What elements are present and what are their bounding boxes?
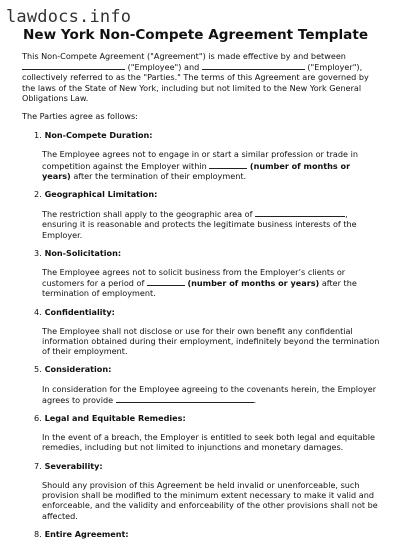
document-body [22,51,380,548]
intro-text-continued: collectively referred to as the "Parties." The terms of this Agreement are governed by the laws of the State of New York, including but not limited to the New York General Obligations Law. [22,72,369,103]
section-title: Entire Agreement: [44,528,129,539]
employee-name-blank [22,61,125,70]
section-number: 3. [34,247,42,258]
section-text-bold: (number of months or years) [42,160,351,181]
section-severability [34,461,380,521]
employer-name-blank [202,61,305,70]
section-heading [34,413,380,423]
section-title: Confidentiality: [44,306,115,317]
employee-label: ("Employee") and [127,62,200,73]
consideration-blank [116,394,254,403]
section-title: Non-Solicitation: [44,247,122,258]
section-text [42,208,380,240]
section-non-solicitation [34,248,380,299]
section-text-part: The Employee agrees not to engage in or start a similar profession or trade in competition against the Employer within [42,149,358,171]
section-heading [34,461,380,471]
section-number: 1. [34,130,42,141]
section-number: 2. [34,189,42,200]
section-number: 5. [34,364,42,375]
section-title: Non-Compete Duration: [44,130,153,141]
section-title: Severability: [44,460,103,471]
section-number: 4. [34,306,42,317]
section-confidentiality [34,307,380,357]
section-heading [34,364,380,374]
section-non-compete-duration [34,130,380,181]
section-heading [34,189,380,199]
section-number: 7. [34,460,42,471]
section-title: Legal and Equitable Remedies: [44,413,186,424]
section-text [42,267,380,299]
site-watermark: lawdocs.info [6,7,132,27]
employer-label: ("Employer"), [307,62,363,73]
section-text: The Employee shall not disclose or use for their own benefit any confidential information obtained during their employment, indefinitely beyond the termination of their employment. [42,325,380,357]
section-heading [34,248,380,258]
intro-paragraph [22,51,380,103]
section-text-part: . [253,394,257,405]
section-number: 8. [34,528,42,539]
section-text [42,384,380,405]
section-text-part: In consideration for the Employee agreeing to the covenants herein, the Employer agrees to provide [42,383,377,405]
section-text-part: , ensuring it is reasonable and protects the legitimate business interests of the Employer. [42,209,357,240]
section-heading [34,529,380,539]
section-text-bold: (number of months or years) [187,278,320,289]
section-geographical-limitation [34,189,380,240]
section-legal-equitable-remedies [34,413,380,453]
section-entire-agreement [34,529,380,539]
section-heading [34,307,380,317]
geographic-area-blank [255,208,345,217]
duration-blank [209,160,247,169]
document-title: New York Non-Compete Agreement Template [23,27,369,43]
section-title: Geographical Limitation: [44,189,158,200]
section-text-part: after the termination of their employment. [73,170,247,181]
section-text: In the event of a breach, the Employer is entitled to seek both legal and equitable remedies, including but not limited to injunctions and monetary damages. [42,432,376,453]
period-blank [147,277,185,286]
section-title: Consideration: [44,364,112,375]
intro-text: This Non-Compete Agreement ("Agreement") is made effective by and between [22,51,346,61]
section-text [42,149,380,181]
section-number: 6. [34,413,42,424]
section-consideration [34,364,380,405]
section-text: Should any provision of this Agreement be held invalid or unenforceable, such provision shall be modified to the minimum extent necessary to make it valid and enforceable, and the validity and enforceability of the other provisions shall not be affected. [42,479,378,521]
section-text-part: The restriction shall apply to the geographic area of [42,209,253,220]
section-heading [34,130,380,140]
section-text-part: after the termination of employment. [42,278,357,299]
agree-statement: The Parties agree as follows: [22,111,138,122]
section-text-part: The Employee agrees not to solicit business from the Employer’s clients or customers for a period of [42,267,346,289]
